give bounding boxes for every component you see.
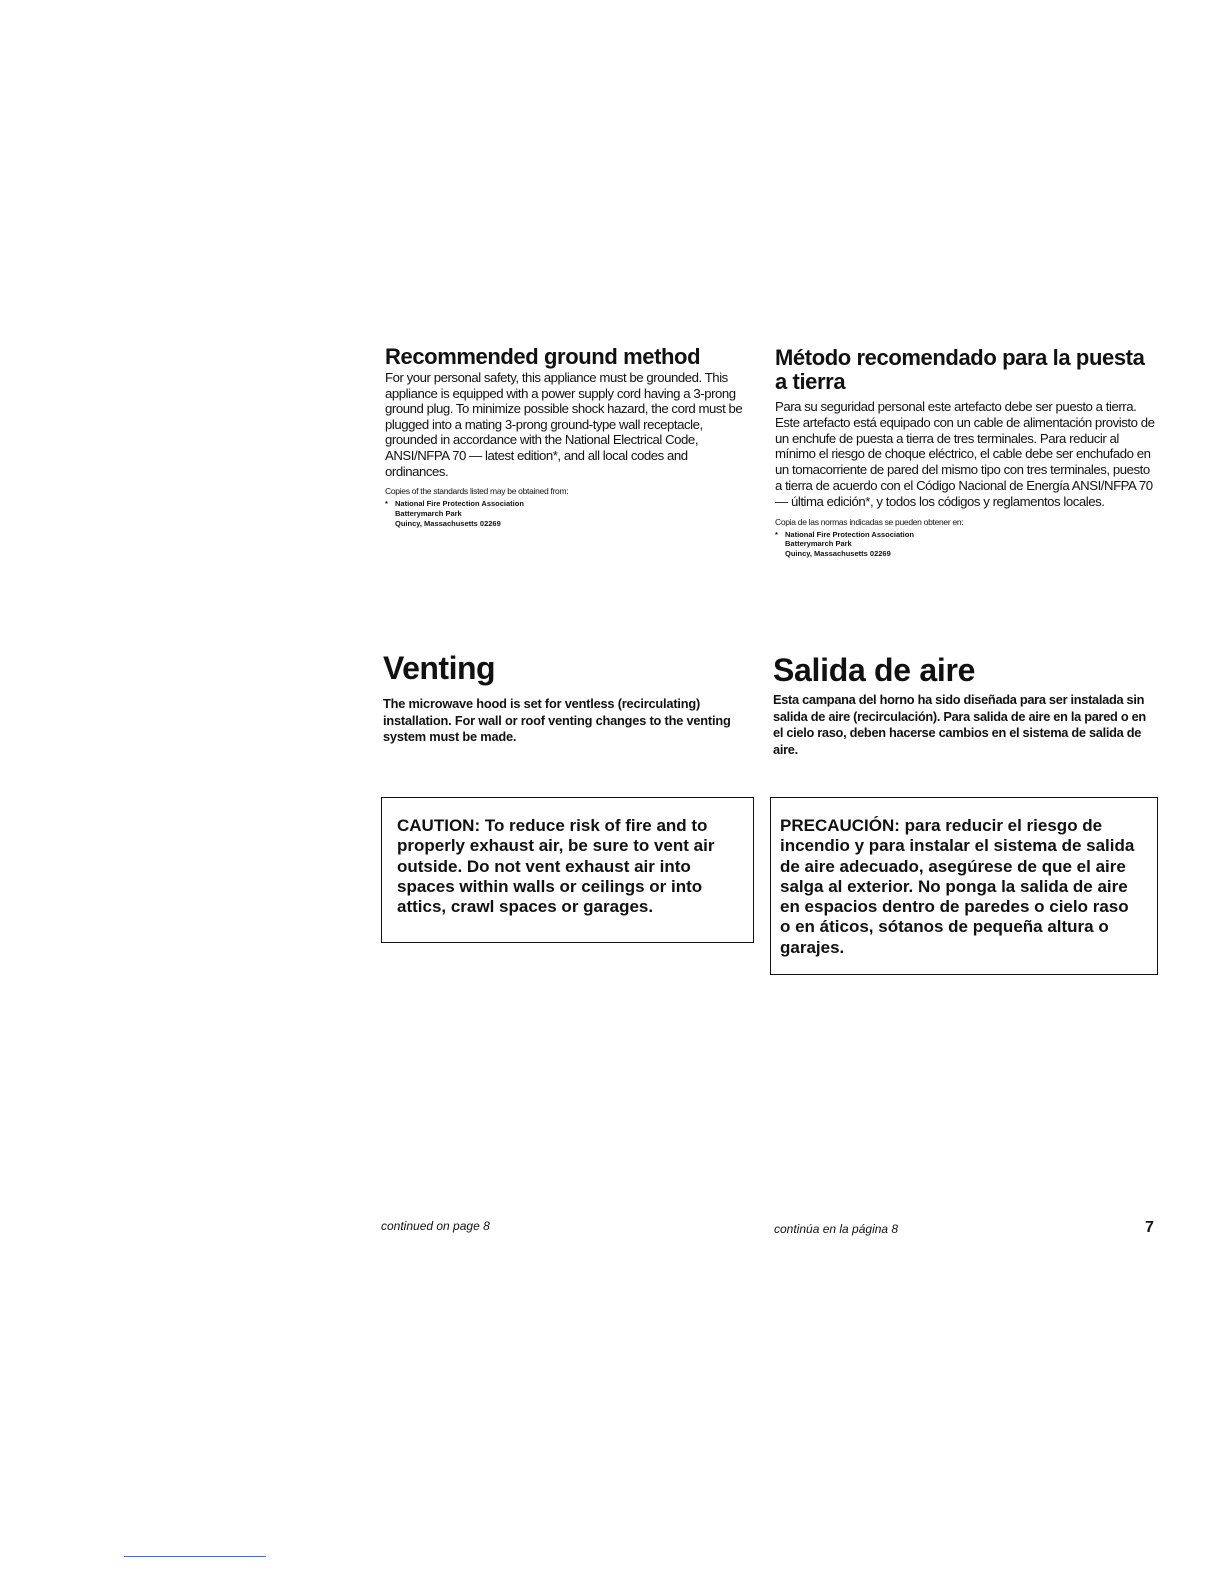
english-venting-section [383,650,743,746]
spanish-caution-box [770,797,1158,975]
footnote-marker: * [385,499,388,509]
footnote-marker: * [775,529,778,539]
spanish-ground-section [775,346,1155,559]
footnote-line: Quincy, Massachusetts 02269 [785,549,891,559]
spanish-footnote-address [775,530,1155,559]
english-footnote-address [385,499,751,528]
english-ground-body: For your personal safety, this appliance must be grounded. This appliance is equipped with a power supply cord having a 3-prong ground plug. To minimize possible shock hazard, the cord must be plugged into a mating 3-prong ground-type wall receptacle, grounded in accordance with the National Electrical Code, ANSI/NFPA 70 — latest edition*, and all local codes and ordinances. [385,370,743,479]
spanish-venting-heading: Salida de aire [773,652,976,688]
english-venting-heading: Venting [383,650,496,686]
spanish-continued-note: continúa en la página 8 [774,1222,899,1236]
english-caution-text: CAUTION: To reduce risk of fire and to properly exhaust air, be sure to vent air outside. Do not vent exhaust air into spaces within walls or ceilings or into attics, crawl spaces or garages. [397,816,715,917]
english-ground-heading: Recommended ground method [385,344,701,369]
spanish-caution-text: PRECAUCIÓN: para reducir el riesgo de incendio y para instalar el sistema de salida de aire adecuado, asegúrese de que el aire salga al exterior. No ponga la salida de aire en espacios dentro de paredes o cielo raso o en áticos, sótanos de pequeña altura o garajes. [780,816,1135,957]
spanish-ground-heading: Método recomendado para la puesta a tierra [775,345,1145,394]
english-continued-note: continued on page 8 [381,1219,490,1233]
footnote-line: Quincy, Massachusetts 02269 [395,518,501,528]
footnote-line: Batterymarch Park [785,539,852,549]
english-footnote-intro: Copies of the standards listed may be obtained from: [385,486,569,497]
spanish-venting-body: Esta campana del horno ha sido diseñada para ser instalada sin salida de aire (recirculación). Para salida de aire en la pared o en el cielo raso, deben hacerse cambios en el sistema de salida de aire. [773,692,1146,757]
bottom-rule [124,1556,266,1557]
english-venting-body: The microwave hood is set for ventless (recirculating) installation. For wall or roof venting changes to the venting system must be made. [383,696,731,744]
english-ground-section [385,345,751,529]
spanish-ground-body: Para su seguridad personal este artefacto debe ser puesto a tierra. Este artefacto está equipado con un cable de alimentación provisto de un enchufe de puesta a tierra de tres terminales. Para reducir al mínimo el riesgo de choque eléctrico, el cable debe ser enchufado en un tomacorriente de pared del mismo tipo con tres terminales, puesto a tierra de acuerdo con el Código Nacional de Energía ANSI/NFPA 70 — última edición*, y todos los códigos y reglamentos locales. [775,399,1155,509]
spanish-venting-section [773,652,1158,758]
footnote-line: National Fire Protection Association [785,529,914,539]
footnote-line: National Fire Protection Association [395,499,524,509]
footnote-line: Batterymarch Park [395,508,462,518]
page-number: 7 [1145,1219,1154,1236]
english-caution-box [381,797,754,943]
spanish-footnote-intro: Copia de las normas indicadas se pueden obtener en: [775,516,964,527]
